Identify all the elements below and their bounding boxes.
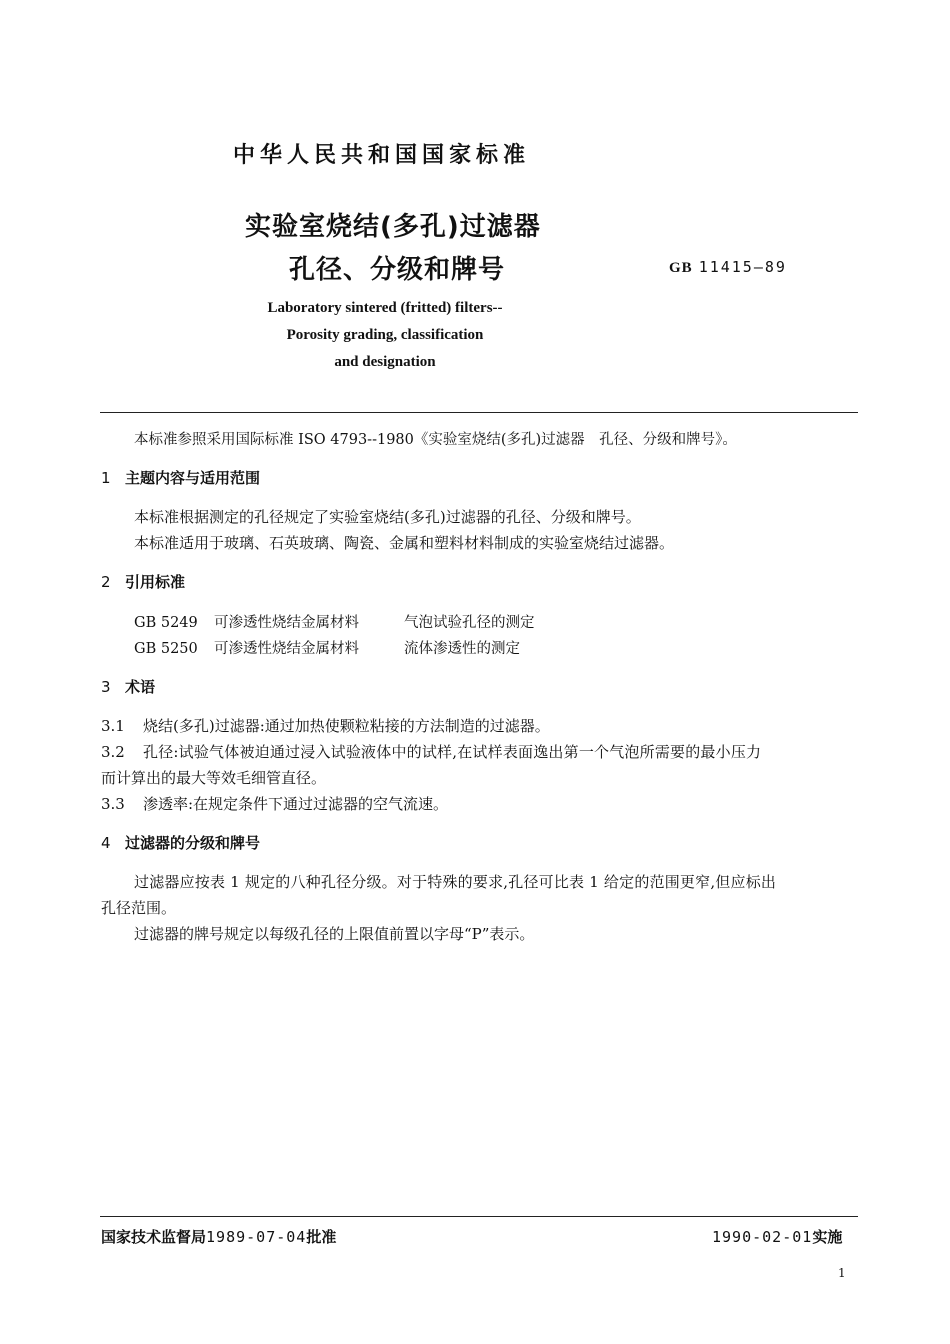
term-number: 3.3 [101, 795, 125, 813]
page-number: 1 [838, 1266, 846, 1280]
reference-code: GB 5249 [134, 615, 198, 631]
reference-item [134, 637, 520, 658]
section-number: 4 [101, 834, 111, 852]
english-title-line1: Laboratory sintered (fritted) filters-- [267, 300, 503, 316]
section-1-heading [101, 467, 260, 488]
section-4-paragraph-1: 过滤器应按表 1 规定的八种孔径分级。对于特殊的要求,孔径可比表 1 给定的范围更窄,但应标出 [134, 873, 777, 891]
section-number: 1 [101, 469, 111, 487]
header-divider [100, 412, 858, 413]
section-title: 引用标准 [125, 573, 186, 591]
section-number: 2 [101, 573, 111, 591]
english-title-line2: Porosity grading, classification [286, 327, 484, 343]
term-text: 烧结(多孔)过滤器:通过加热使颗粒粘接的方法制造的过滤器。 [143, 717, 550, 735]
effective-date: 1990-02-01 [712, 1228, 813, 1246]
effective-line [712, 1226, 842, 1247]
section-4-paragraph-1-continuation: 孔径范围。 [101, 899, 177, 917]
section-4-heading [101, 832, 260, 853]
reference-code: GB 5250 [134, 641, 198, 657]
section-4-paragraph-2: 过滤器的牌号规定以每级孔径的上限值前置以字母“P”表示。 [134, 925, 535, 943]
section-1-paragraph-1: 本标准根据测定的孔径规定了实验室烧结(多孔)过滤器的孔径、分级和牌号。 [134, 508, 641, 526]
term-3-2 [101, 741, 761, 762]
reference-name: 可渗透性烧结金属材料 [214, 641, 359, 657]
reference-subject: 气泡试验孔径的测定 [404, 615, 535, 631]
section-title: 术语 [125, 678, 156, 696]
section-number: 3 [101, 678, 111, 696]
reference-subject: 流体渗透性的测定 [404, 641, 520, 657]
national-standard-heading: 中华人民共和国国家标准 [233, 143, 531, 168]
footer-divider [100, 1216, 858, 1217]
approval-line [101, 1226, 336, 1247]
term-number: 3.1 [101, 717, 125, 735]
approving-authority: 国家技术监督局 [101, 1228, 207, 1246]
reference-item [134, 611, 535, 632]
standard-code-prefix: GB [669, 260, 693, 276]
document-title-line1: 实验室烧结(多孔)过滤器 [245, 212, 541, 242]
term-text: 渗透率:在规定条件下通过过滤器的空气流速。 [143, 795, 449, 813]
english-title-line3: and designation [334, 354, 436, 370]
section-title: 过滤器的分级和牌号 [125, 834, 261, 852]
term-3-2-continuation: 而计算出的最大等效毛细管直径。 [101, 769, 327, 787]
effective-suffix: 实施 [812, 1228, 843, 1246]
section-2-heading [101, 571, 185, 592]
term-3-1 [101, 715, 550, 736]
standard-code [669, 258, 787, 277]
term-text: 孔径:试验气体被迫通过浸入试验液体中的试样,在试样表面逸出第一个气泡所需要的最小压力 [143, 743, 762, 761]
section-1-paragraph-2: 本标准适用于玻璃、石英玻璃、陶瓷、金属和塑料材料制成的实验室烧结过滤器。 [134, 534, 675, 552]
reference-name: 可渗透性烧结金属材料 [214, 615, 359, 631]
section-3-heading [101, 676, 155, 697]
document-title-line2: 孔径、分级和牌号 [289, 255, 506, 285]
section-title: 主题内容与适用范围 [125, 469, 261, 487]
standard-code-number: 11415—89 [698, 258, 787, 276]
term-number: 3.2 [101, 743, 125, 761]
term-3-3 [101, 793, 448, 814]
approval-date: 1989-07-04 [206, 1228, 307, 1246]
approval-suffix: 批准 [306, 1228, 337, 1246]
intro-paragraph: 本标准参照采用国际标准 ISO 4793--1980《实验室烧结(多孔)过滤器 孔径、分级和牌号》。 [134, 432, 737, 448]
